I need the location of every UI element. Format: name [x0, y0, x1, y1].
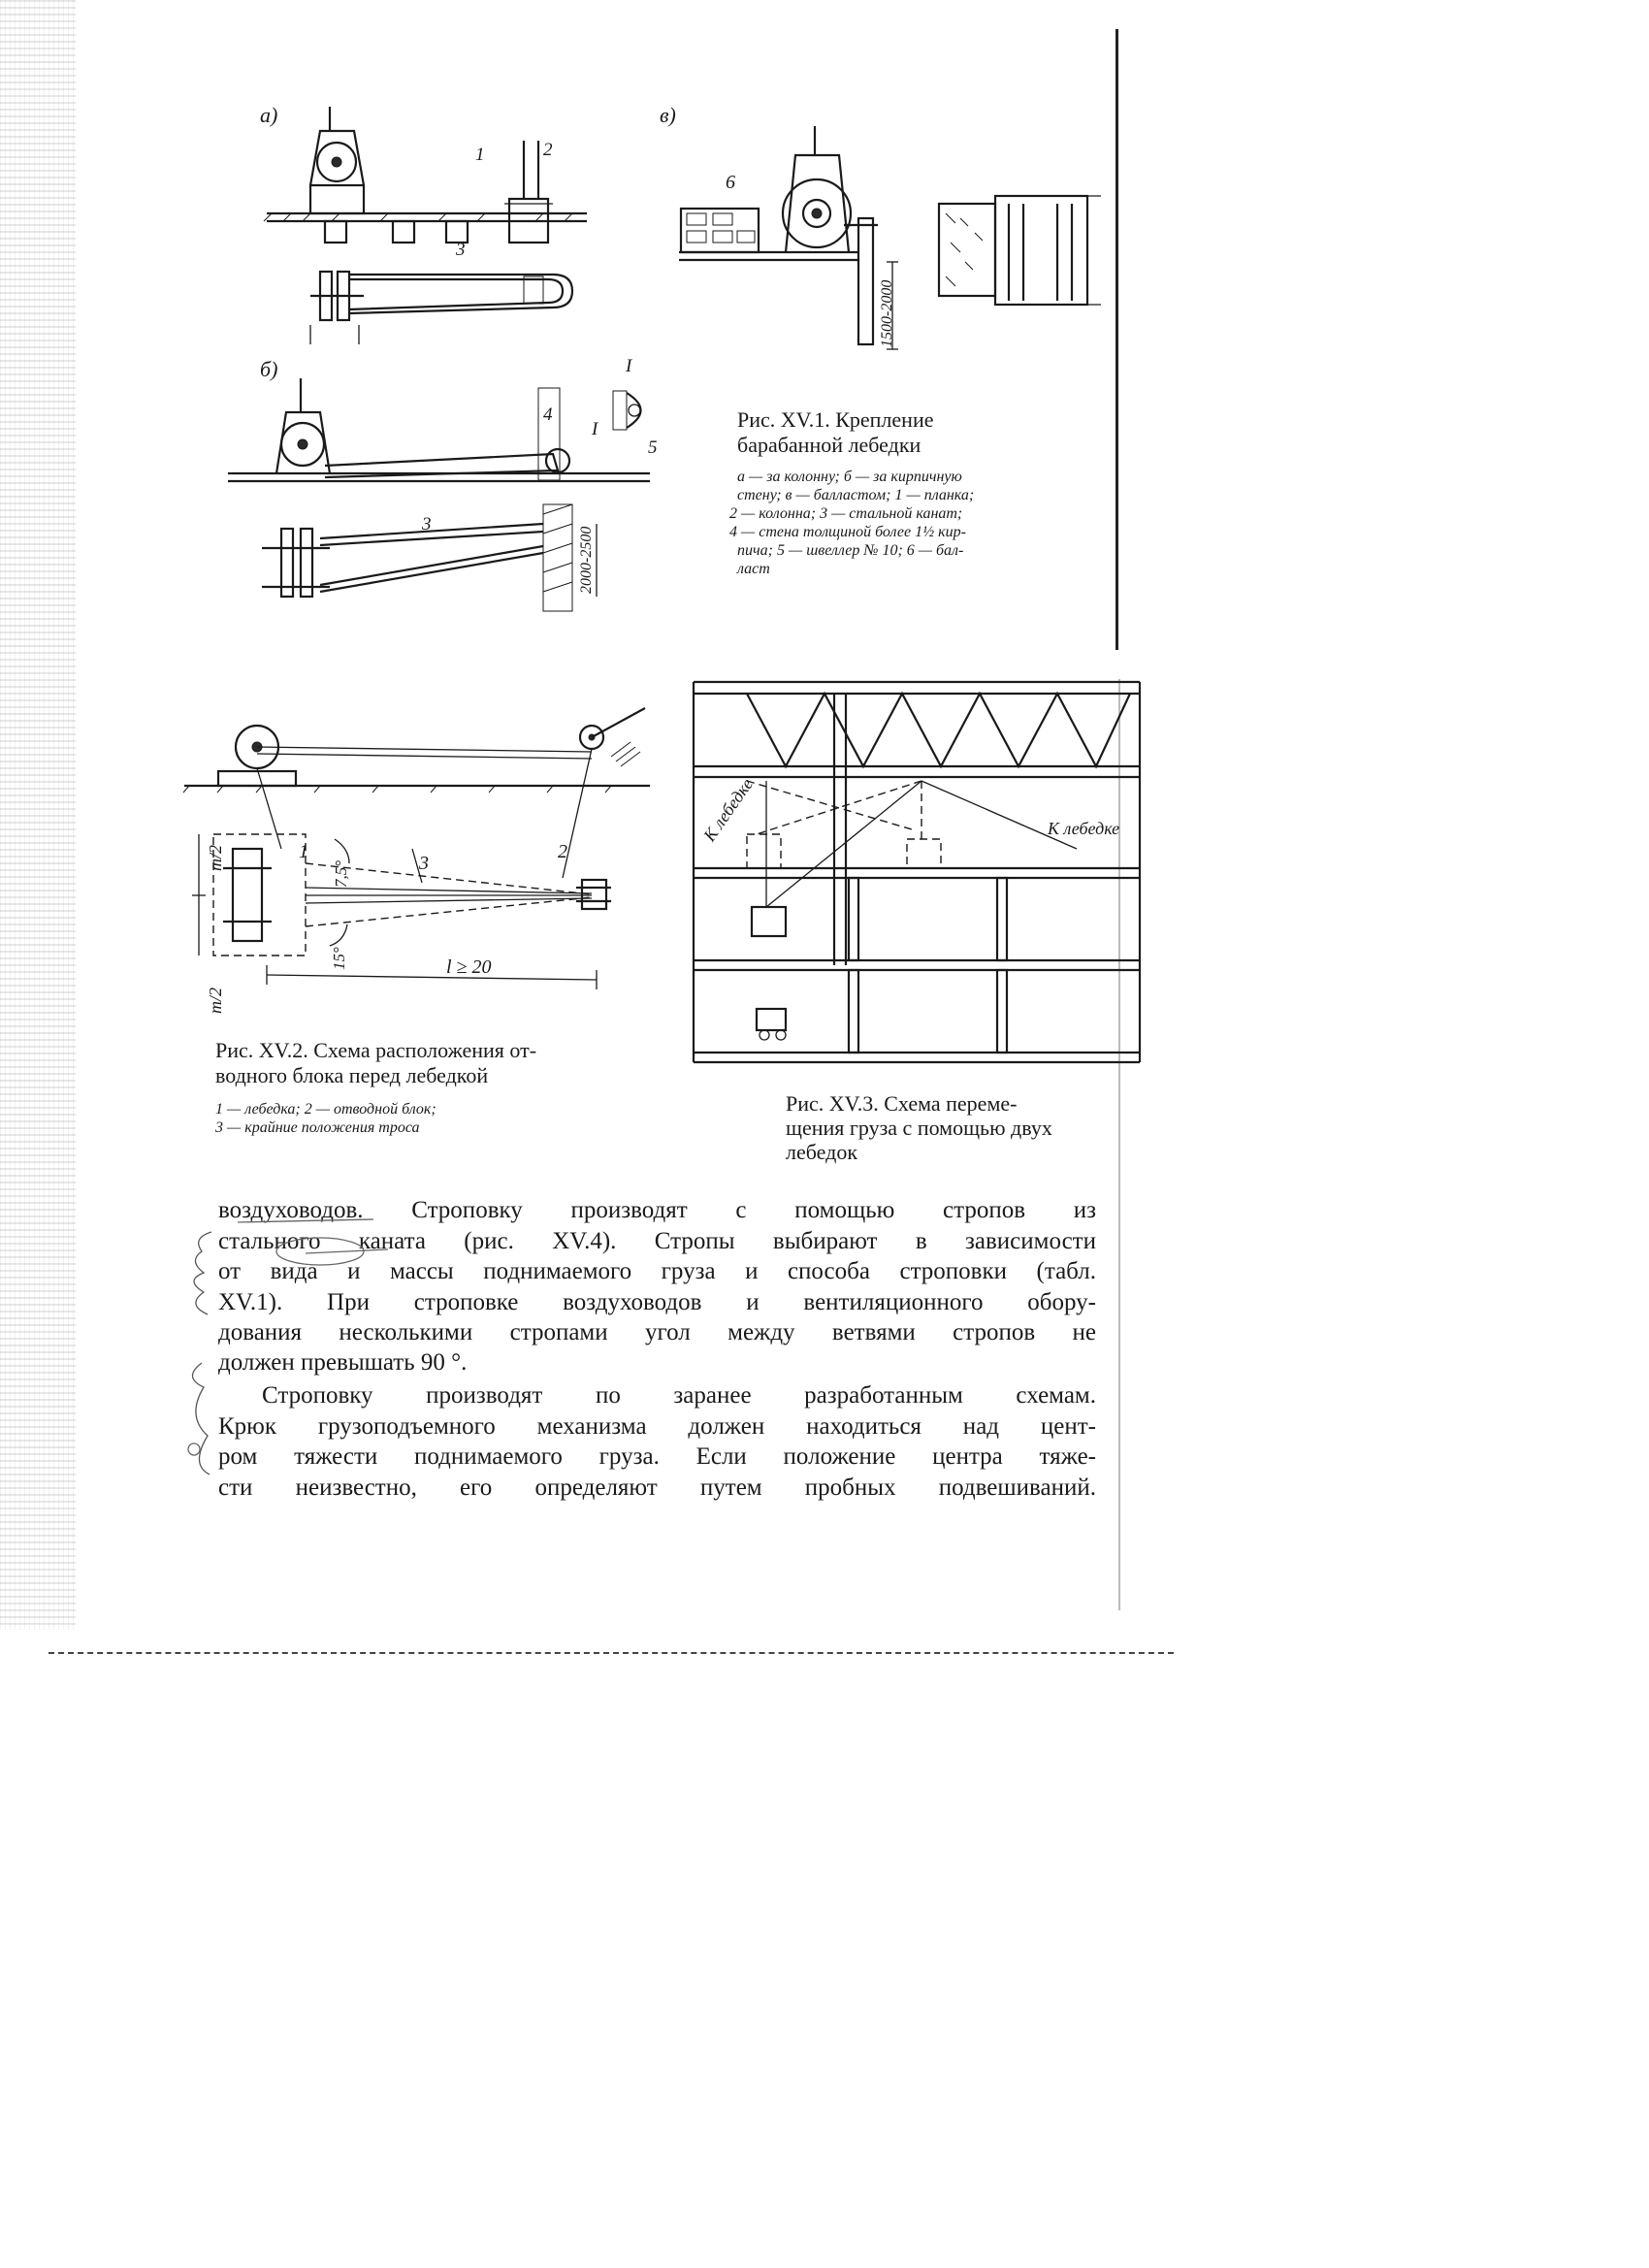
fig2-angle-bottom: 15° — [330, 947, 348, 970]
figure-xv3-caption-line2: щения груза с помощью двух — [786, 1116, 1052, 1140]
part-3-label-a: 3 — [456, 240, 466, 260]
detail-I-drawing — [611, 383, 669, 441]
scan-edge-noise — [0, 0, 76, 1630]
text-line: воздуховодов. Строповку производят с помощью стропов из — [218, 1197, 1096, 1223]
part-5-label: 5 — [648, 437, 658, 458]
fig2-legend-line: 1 — лебедка; 2 — отводной блок; — [215, 1101, 436, 1118]
body-paragraph-1-last-line: должен превышать 90 °. — [218, 1349, 468, 1376]
text-line: дования несколькими стропами угол между ветвями стропов не — [218, 1319, 1096, 1345]
text-line: XV.1). При строповке воздуховодов и вентиляционного обору- — [218, 1288, 1096, 1315]
part-3-label-b: 3 — [422, 514, 432, 535]
dimension-v-height: 1500-2000 — [879, 279, 895, 347]
text-line: Крюк грузоподъемного механизма должен находиться над цент- — [218, 1412, 1096, 1440]
fig2-m-bottom: m/2 — [206, 988, 225, 1014]
figure-xv2-caption-line2: водного блока перед лебедкой — [215, 1063, 489, 1087]
figure-xv1-caption-line2: барабанной лебедки — [737, 433, 922, 457]
fig2-part-3: 3 — [419, 853, 429, 874]
legend-line: ласт — [737, 561, 770, 577]
figure-xv3-caption-line1: Рис. XV.3. Схема переме- — [786, 1091, 1018, 1116]
part-4-label: 4 — [543, 405, 553, 425]
fig3-to-winch-right: К лебедке — [1048, 819, 1120, 838]
detail-I-label: I — [626, 356, 632, 376]
fig2-length: l ≥ 20 — [446, 956, 492, 978]
text-line: от вида и массы поднимаемого груза и способа строповки (табл. — [218, 1258, 1096, 1284]
part-2-label: 2 — [543, 140, 553, 160]
fig2-legend-line: 3 — крайние положения троса — [215, 1119, 420, 1136]
legend-line: 2 — колонна; 3 — стальной канат; — [729, 505, 963, 522]
fig2-m-top: m/2 — [206, 845, 225, 871]
legend-line: 4 — стена толщиной более 1½ кир- — [729, 524, 966, 540]
panel-v-drawing — [669, 116, 1125, 369]
legend-line: а — за колонну; б — за кирпичную — [737, 469, 962, 485]
part-6-label: 6 — [726, 172, 735, 193]
panel-a-drawing — [252, 92, 601, 364]
fig2-part-1: 1 — [299, 841, 308, 862]
fig2-angle-top: 7,5° — [332, 859, 350, 888]
dimension-b-height: 2000-2500 — [578, 526, 595, 594]
text-line: Строповку производят по заранее разработанным схемам. — [262, 1382, 1096, 1409]
figure-xv3-caption-line3: лебедок — [786, 1140, 858, 1164]
pencil-annotations — [175, 1183, 427, 1523]
fig3-to-winch-left: К лебедке — [699, 774, 758, 845]
legend-line: пича; 5 — швеллер № 10; 6 — бал- — [737, 542, 964, 559]
figure-xv2-caption-line1: Рис. XV.2. Схема расположения от- — [215, 1038, 537, 1062]
figure-xv1-caption-line1: Рис. XV.1. Крепление — [737, 407, 934, 432]
panel-label-b: б) — [260, 357, 278, 381]
page-bottom-divider — [48, 1652, 1174, 1654]
part-1-label: 1 — [475, 145, 485, 165]
fig2-part-2: 2 — [558, 841, 567, 862]
panel-label-v: в) — [660, 103, 676, 127]
panel-label-a: а) — [260, 103, 278, 127]
figure-xv3-drawing — [689, 674, 1145, 1072]
text-line: ром тяжести поднимаемого груза. Если положение центра тяже- — [218, 1443, 1096, 1470]
roman-I-label: I — [592, 419, 598, 439]
legend-line: стену; в — балластом; 1 — планка; — [737, 487, 975, 503]
text-line: сти неизвестно, его определяют путем пробных подвешиваний. — [218, 1474, 1096, 1501]
text-line: стального каната (рис. XV.4). Стропы выбирают в зависимости — [218, 1227, 1096, 1254]
